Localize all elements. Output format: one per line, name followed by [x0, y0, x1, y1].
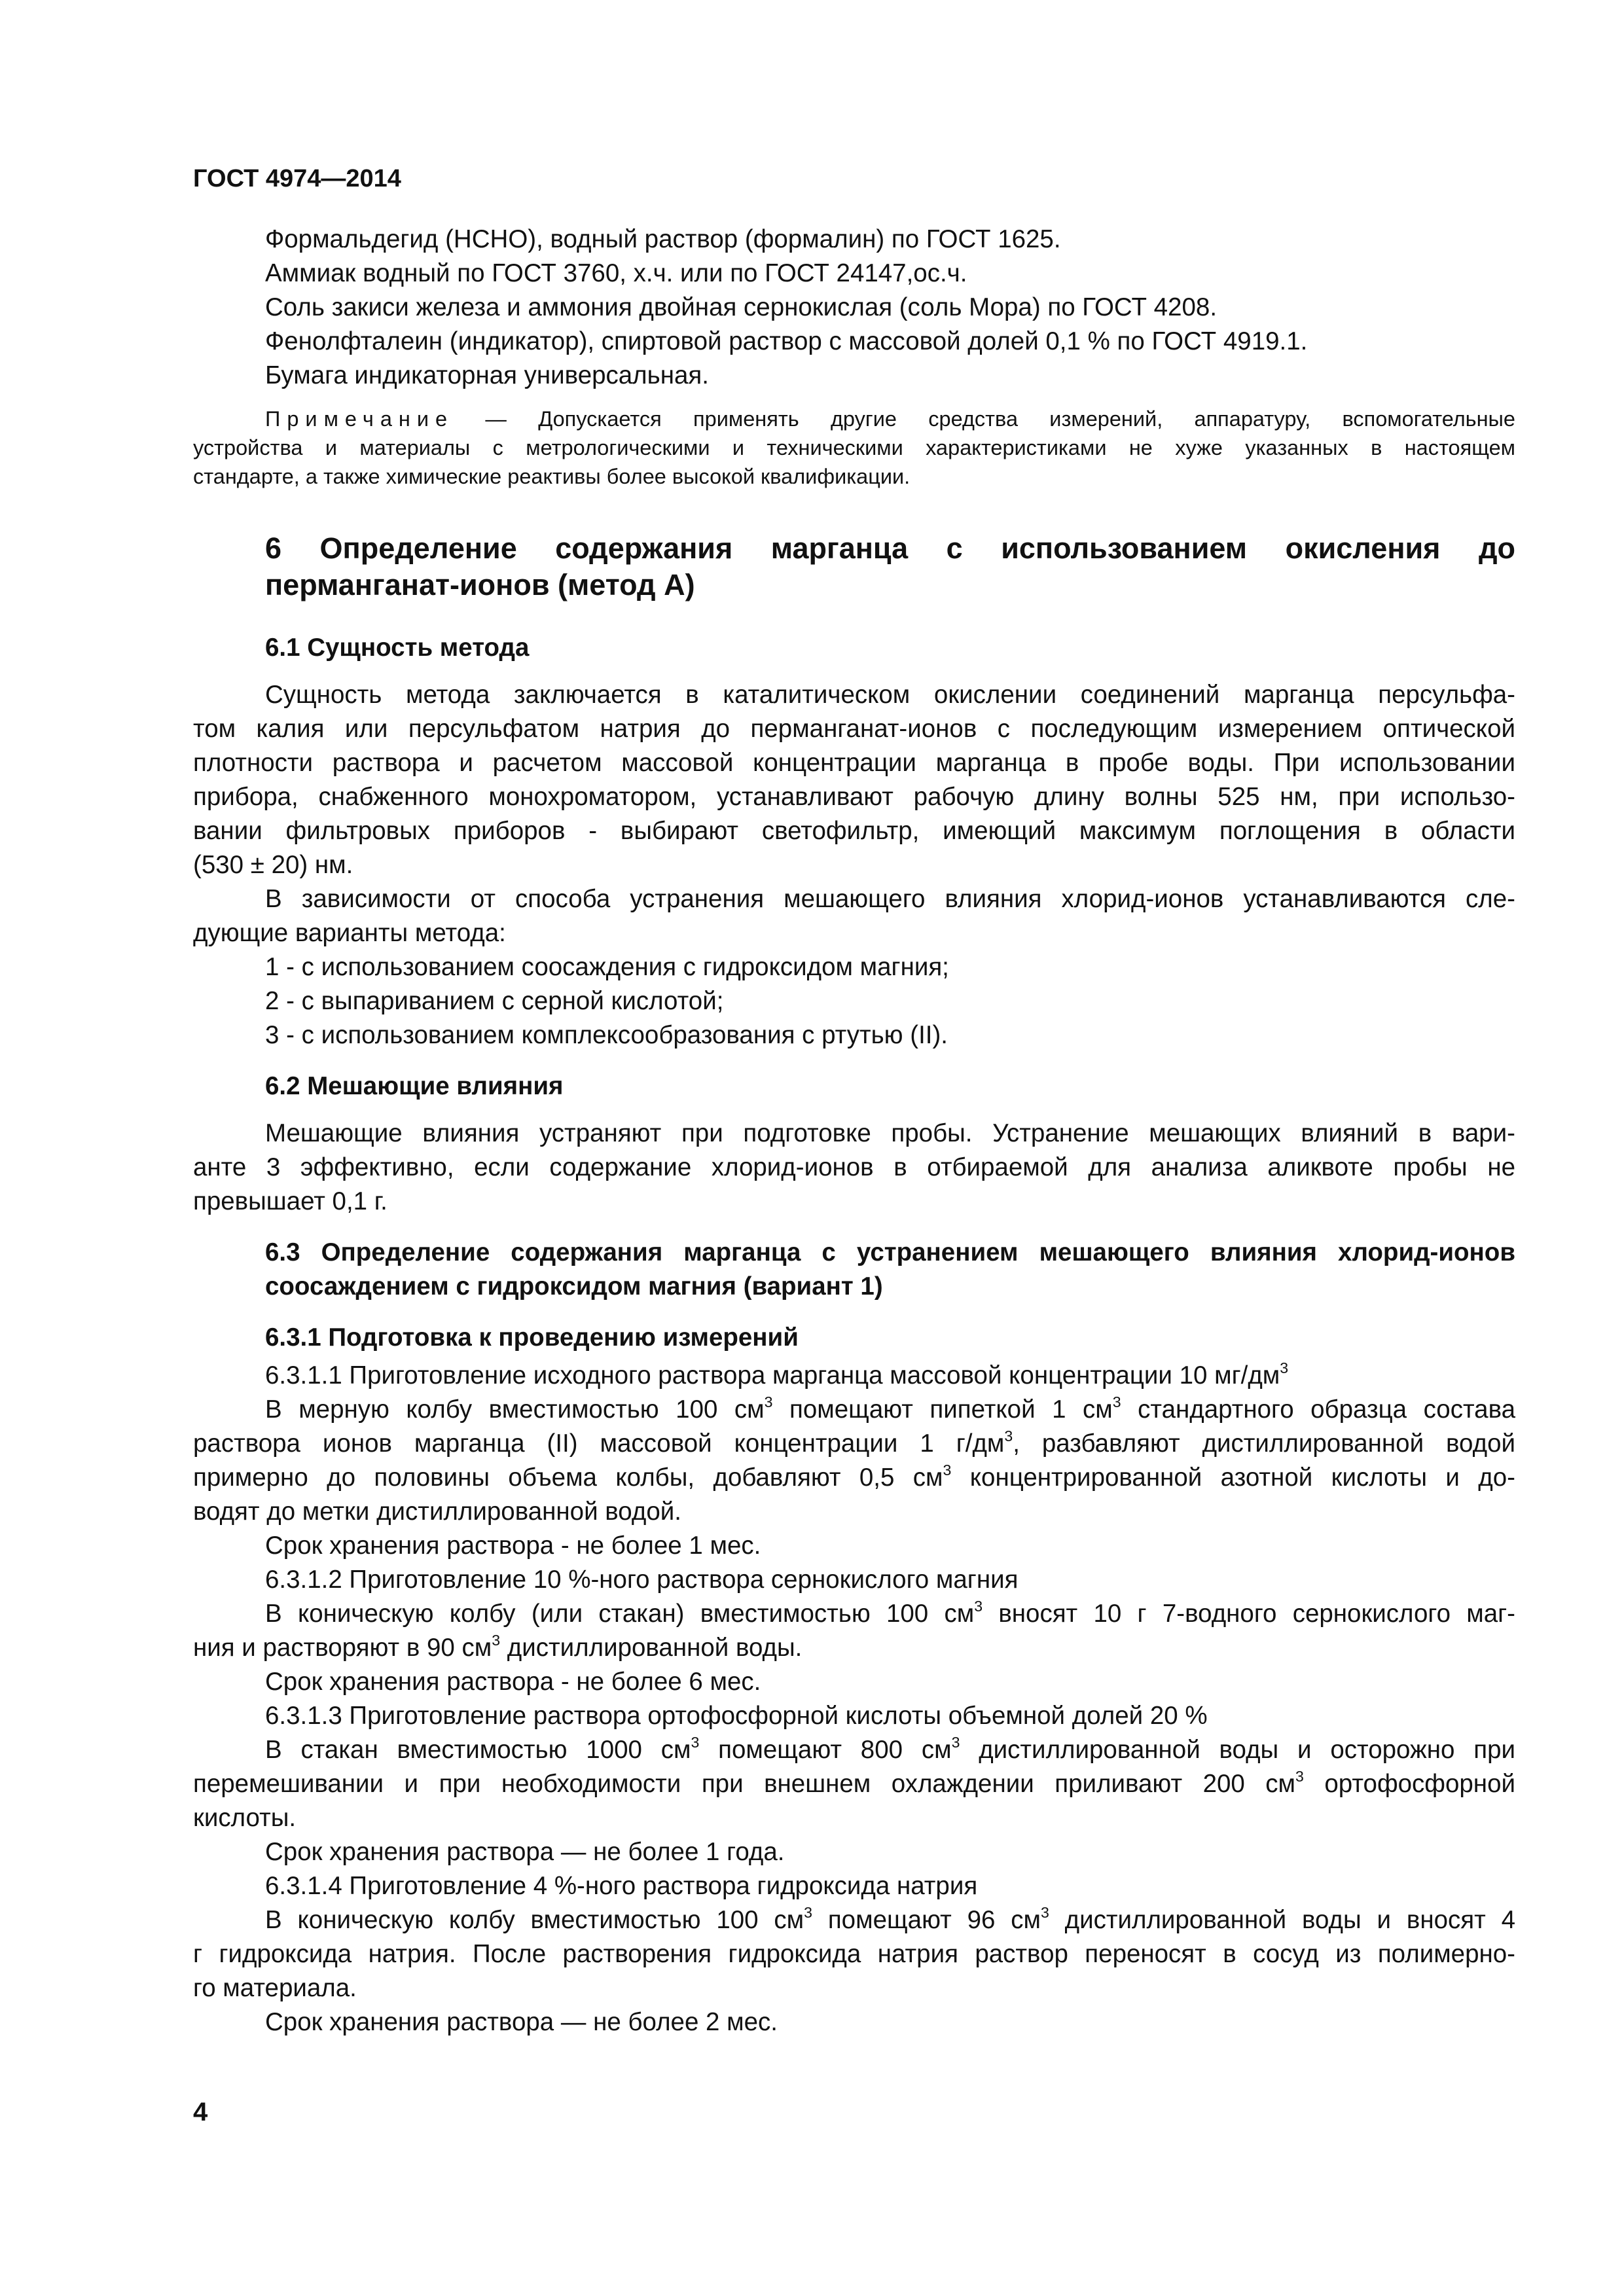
item-6-3-1-3-title: 6.3.1.3 Приготовление раствора ортофосфорной кислоты объемной долей 20 % [265, 1702, 1208, 1730]
section-6-1-variants-intro: В зависимости от способа устранения мешающего влияния хлорид-ионов устанавливаются сле- дующие варианты метода: [193, 885, 1515, 947]
material-item: Фенолфталеин (индикатор), спиртовой раствор с массовой долей 0,1 % по ГОСТ 4919.1. [265, 327, 1308, 355]
item-6-3-1-1-paragraph: В мерную колбу вместимостью 100 $см^3$ помещают пипеткой 1 $см^3$ стандартного образца состава раствора ионов марганца (II) массовой концентрации 1 $г/дм^3$, разбавляют дистиллированной водой примерно до половины объема колбы, добавляют 0,5 $см^3$ концентрированной азотной кислоты и до- водят до метки дистиллированной водой. [193, 1393, 1516, 1526]
material-item: Соль закиси железа и аммония двойная сернокислая (соль Мора) по ГОСТ 4208. [265, 293, 1218, 321]
material-item: Аммиак водный по ГОСТ 3760, х.ч. или по ГОСТ 24147,ос.ч. [265, 259, 967, 287]
materials-list [193, 223, 1515, 393]
standard-header: ГОСТ 4974—2014 [193, 165, 401, 192]
note [193, 404, 1515, 491]
item-6-3-1-4-paragraph: В коническую колбу вместимостью 100 $см^3$ помещают 96 $см^3$ дистиллированной воды и вносят 4 г гидроксида натрия. После растворения гидроксида натрия раствор переносят в сосуд из полимерно- го материала. [193, 1903, 1515, 2002]
storage-note: Срок хранения раствора - не более 1 мес. [265, 1532, 761, 1560]
section-6-3-title: 6.3 Определение содержания марганца с устранением мешающего влияния хлорид-ионов соосаждением с гидроксидом магния (вариант 1) [265, 1238, 1515, 1300]
section-6-title: 6 Определение содержания марганца с использованием окисления до перманганат-ионов (метод А) [265, 531, 1515, 601]
note-line: стандарте, а также химические реактивы более высокой квалификации. [193, 465, 911, 488]
storage-note: Срок хранения раствора — не более 2 мес. [265, 2008, 778, 2036]
section-6-2-title: 6.2 Мешающие влияния [265, 1072, 564, 1100]
section-6-2-paragraph: Мешающие влияния устраняют при подготовке пробы. Устранение мешающих влияний в вари- анте 3 эффективно, если содержание хлорид-ионов в отбираемой для анализа аликвоте пробы не превышает 0,1 г. [193, 1119, 1515, 1215]
item-6-3-1-2-paragraph: В коническую колбу (или стакан) вместимостью 100 $см^3$ вносят 10 г 7-водного сернокислого маг- ния и растворяют в 90 $см^3$ дистиллированной воды. [193, 1597, 1515, 1662]
section-6-3-1-title: 6.3.1 Подготовка к проведению измерений [265, 1323, 799, 1352]
variant-item: 2 - с выпариванием с серной кислотой; [265, 987, 724, 1015]
item-6-3-1-4-title: 6.3.1.4 Приготовление 4 %-ного раствора гидроксида натрия [265, 1872, 978, 1900]
section-6-1-title: 6.1 Сущность метода [265, 634, 530, 662]
note-line: Примечание — Допускается применять другие средства измерений, аппаратуру, вспомогательные [265, 407, 1515, 431]
item-6-3-1-1-title: 6.3.1.1 Приготовление исходного раствора марганца массовой концентрации 10 $мг/дм^3$ [265, 1359, 1289, 1390]
variant-item: 3 - с использованием комплексообразования с ртутью (II). [265, 1021, 948, 1049]
material-item: Формальдегид (HCHO), водный раствор (формалин) по ГОСТ 1625. [265, 225, 1061, 253]
variants-list [193, 950, 1515, 1052]
storage-note: Срок хранения раствора - не более 6 мес. [265, 1668, 761, 1696]
storage-note: Срок хранения раствора — не более 1 года. [265, 1838, 785, 1866]
note-line: устройства и материалы с метрологическими и техническими характеристиками не хуже указанных в настоящем [193, 436, 1515, 459]
section-6-1-paragraph: Сущность метода заключается в каталитическом окислении соединений марганца персульфа- том калия или персульфатом натрия до перманганат-ионов с последующим измерением оптической плотности раствора и расчетом массовой концентрации марганца в пробе воды. При использовании прибора, снабженного монохроматором, устанавливают рабочую длину волны 525 нм, при использо- вании фильтровых приборов - выбирают светофильтр, имеющий максимум поглощения в области (530 ± 20) нм. [193, 681, 1515, 879]
variant-item: 1 - с использованием соосаждения с гидроксидом магния; [265, 953, 949, 981]
page-number: 4 [193, 2098, 208, 2126]
note-label: Примечание [265, 407, 454, 431]
item-6-3-1-3-paragraph: В стакан вместимостью 1000 $см^3$ помещают 800 $см^3$ дистиллированной воды и осторожно при перемешивании и при необходимости при внешнем охлаждении приливают 200 $см^3$ ортофосфорной кислоты. [193, 1733, 1515, 1832]
item-6-3-1-2-title: 6.3.1.2 Приготовление 10 %-ного раствора сернокислого магния [265, 1566, 1019, 1594]
page-content [193, 223, 1515, 2039]
material-item: Бумага индикаторная универсальная. [265, 361, 709, 389]
